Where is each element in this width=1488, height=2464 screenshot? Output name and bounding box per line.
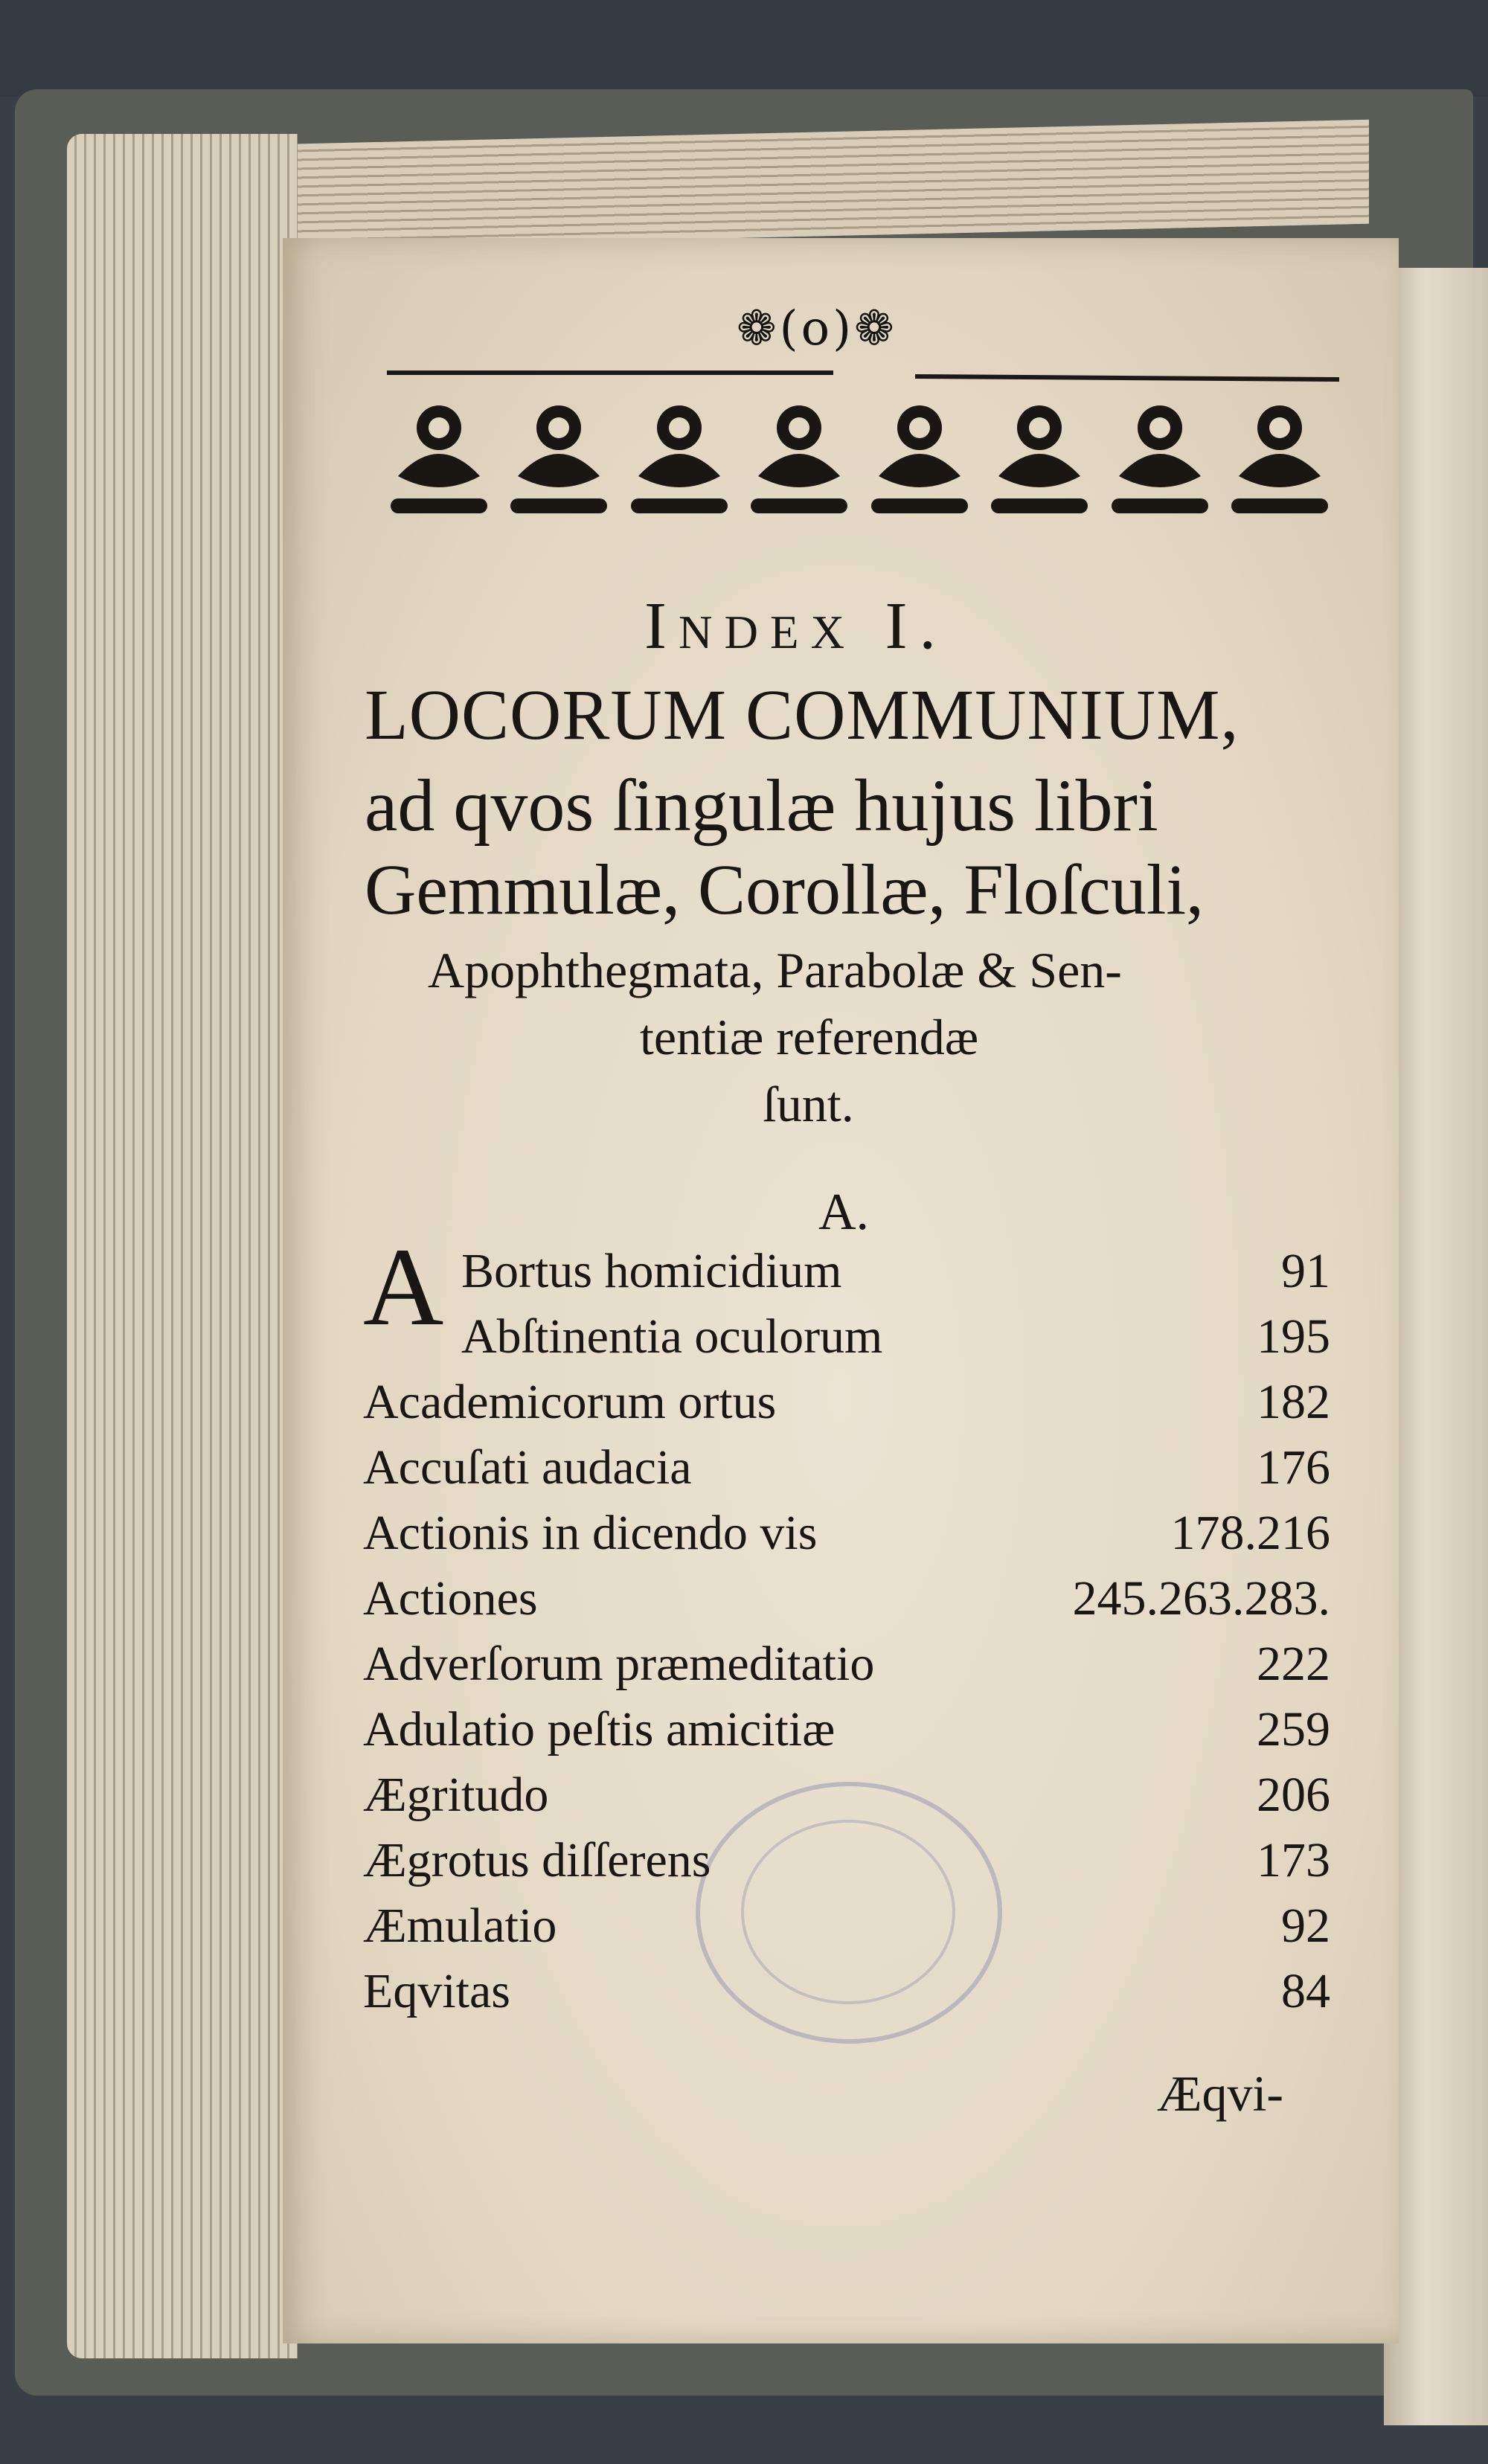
heading-line-1: LOCORUM COMMUNIUM, — [365, 675, 1240, 754]
entry-pages: 92 — [1281, 1899, 1330, 1953]
flower-ornament-icon — [743, 387, 855, 528]
index-entry — [363, 1501, 1330, 1566]
heading-line-6: ſunt. — [763, 1076, 854, 1132]
index-entry — [363, 1632, 1330, 1697]
index-entry — [363, 1959, 1330, 2024]
flower-ornament-icon — [1224, 387, 1335, 528]
entry-term: Bortus homicidium — [461, 1244, 842, 1298]
drop-capital: A — [363, 1225, 444, 1349]
entry-pages: 176 — [1257, 1440, 1330, 1495]
index-entry — [363, 1435, 1330, 1501]
index-entries — [363, 1225, 1330, 2024]
entry-term: Adverſorum præmeditatio — [363, 1637, 875, 1691]
entry-term: Actionis in dicendo vis — [363, 1506, 818, 1560]
entry-pages: 91 — [1281, 1244, 1330, 1298]
heading-line-5: tentiæ referendæ — [640, 1009, 979, 1065]
entry-term: Ægrotus diſſerens — [363, 1833, 711, 1887]
entry-term: Ægritudo — [363, 1768, 549, 1822]
entry-pages: 173 — [1257, 1833, 1330, 1887]
index-entry — [363, 1239, 1330, 1304]
entry-term: Abſtinentia oculorum — [461, 1309, 883, 1364]
heading-line-2: ad qvos ſingulæ hujus libri — [365, 764, 1158, 847]
catchword: Æqvi- — [1157, 2065, 1283, 2122]
flower-ornament-icon — [864, 387, 975, 528]
flower-ornament-icon — [1104, 387, 1216, 528]
index-entry — [363, 1697, 1330, 1762]
entry-pages: 245.263.283. — [1072, 1571, 1330, 1626]
entry-term: Æmulatio — [363, 1899, 557, 1953]
backdrop — [0, 0, 1488, 97]
flower-ornament-icon — [383, 387, 495, 528]
index-entry — [363, 1566, 1330, 1632]
entry-pages: 195 — [1257, 1309, 1330, 1364]
heading-line-3: Gemmulæ, Corollæ, Floſculi, — [365, 850, 1205, 929]
page-side-edges — [67, 134, 298, 2358]
index-entry — [363, 1304, 1330, 1370]
index-entry — [363, 1893, 1330, 1959]
index-entry — [363, 1370, 1330, 1435]
entry-pages: 206 — [1257, 1768, 1330, 1822]
section-letter: A. — [818, 1184, 870, 1241]
entry-pages: 182 — [1257, 1375, 1330, 1429]
entry-term: Academicorum ortus — [363, 1375, 777, 1429]
entry-pages: 259 — [1257, 1702, 1330, 1756]
entry-term: Actiones — [363, 1571, 538, 1626]
entry-term: Accuſati audacia — [363, 1440, 692, 1495]
entry-pages: 222 — [1257, 1637, 1330, 1691]
flower-ornament-icon — [984, 387, 1095, 528]
entry-term: Eqvitas — [363, 1964, 510, 2018]
floral-ornament-band — [383, 387, 1335, 528]
heading-line-4: Apophthegmata, Parabolæ & Sen- — [428, 942, 1122, 998]
index-entry — [363, 1762, 1330, 1828]
entry-pages: 84 — [1281, 1964, 1330, 2018]
index-entry — [363, 1828, 1330, 1893]
entry-term: Adulatio peſtis amicitiæ — [363, 1702, 836, 1756]
rule-left — [387, 370, 833, 375]
flower-ornament-icon — [503, 387, 615, 528]
flower-ornament-icon — [623, 387, 735, 528]
ornament-header: ❁(o)❁ — [737, 301, 897, 356]
entry-pages: 178.216 — [1170, 1506, 1330, 1560]
index-title: Index I. — [644, 589, 948, 663]
